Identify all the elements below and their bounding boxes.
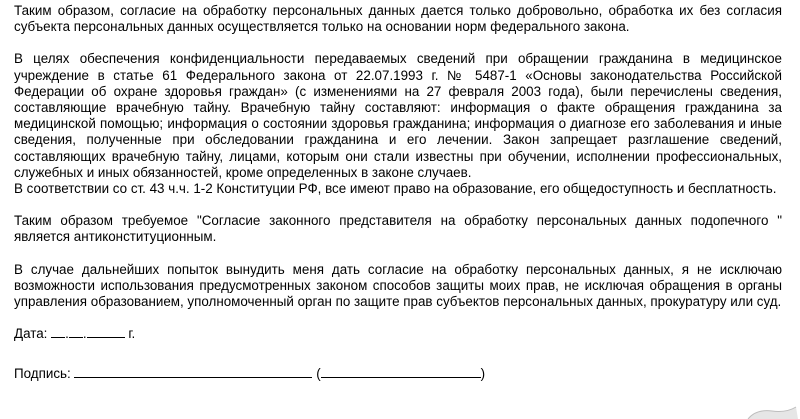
paragraph-constitution: В соответствии со ст. 43 ч.ч. 1-2 Конституции РФ, все имеют право на образование, его общедоступность и бесплатность. xyxy=(14,181,777,197)
date-month-blank[interactable] xyxy=(69,326,83,338)
date-separator: . xyxy=(82,326,87,342)
date-separator: . xyxy=(65,326,69,342)
signature-name-blank[interactable] xyxy=(321,366,481,378)
date-year-blank[interactable] xyxy=(87,326,125,338)
open-paren: ( xyxy=(316,366,321,382)
paragraph-consent-voluntary: Таким образом, согласие на обработку персональных данных дается только добровольно, обработка их без согласия субъекта персональных данных осуществляется только на основании норм федерального закона. xyxy=(14,3,782,35)
date-day-blank[interactable] xyxy=(51,326,65,338)
signature-line xyxy=(14,366,782,382)
signature-blank[interactable] xyxy=(74,366,312,378)
close-paren: ) xyxy=(480,366,486,382)
paragraph-legal-protection: В случае дальнейших попыток вынудить меня дать согласие на обработку персональных данных, я не исключаю возможности использования предусмотренных законом способов защиты моих прав, не исключая обращения в органы управления образованием, уполномоченный орган по защите прав субъектов персональных данных, прокуратуру или суд. xyxy=(14,261,782,310)
date-year-suffix: г. xyxy=(128,326,136,342)
date-label: Дата: xyxy=(14,326,48,342)
signature-label: Подпись: xyxy=(14,366,71,382)
corner-decoration-icon xyxy=(746,405,798,419)
date-line xyxy=(14,326,782,342)
paragraph-unconstitutional: Таким образом требуемое "Согласие законного представителя на обработку персональных данных подопечного " является антиконституционным. xyxy=(14,213,782,245)
paragraph-medical-secrecy: В целях обеспечения конфиденциальности передаваемых сведений при обращении гражданина в медицинское учреждение в статье 61 Федерального закона от 22.07.1993 г. № 5487-1 «Основы законодательства Российской Федерации об охране здоровья граждан» (с изменениями на 27 февраля 2003 года), были перечислены сведения, составляющие врачебную тайну. Врачебную тайну составляют: информация о факте обращения гражданина за медицинской помощью; информация о состоянии здоровья гражданина; информация о диагнозе его заболевания и иные сведения, полученные при обследовании гражданина и его лечении. Закон запрещает разглашение сведений, составляющих врачебную тайну, лицами, которым они стали известны при обучении, исполнении профессиональных, служебных и иных обязанностей, кроме определенных в законе случаев. xyxy=(14,51,782,180)
document-body xyxy=(14,3,782,383)
